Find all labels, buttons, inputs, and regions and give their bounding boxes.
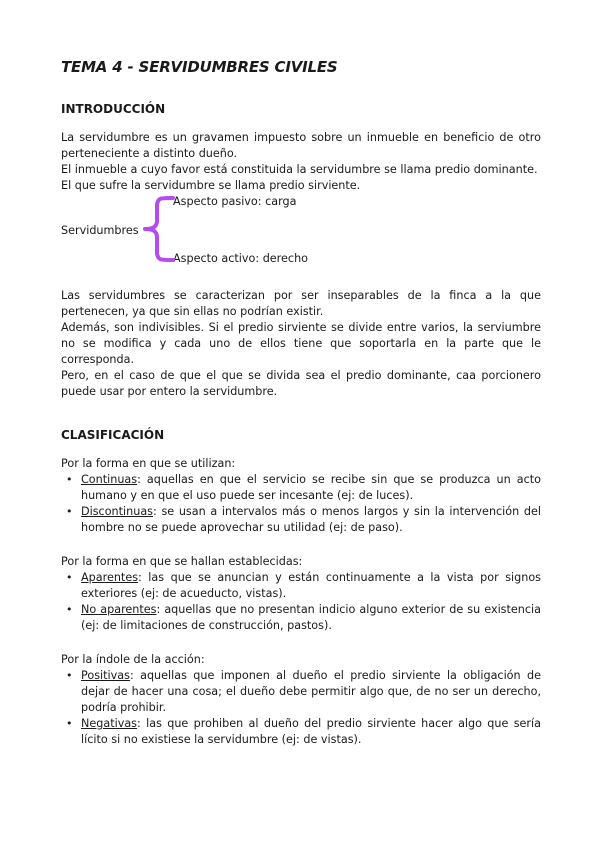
list-item-text: : aquellas que imponen al dueño el predio sirviente la obligación de dejar de hacer una cosa; el dueño debe permitir algo que, de no ser un derecho, podría prohibir. (81, 669, 541, 714)
list-item (66, 504, 541, 536)
list-item (66, 570, 541, 602)
list-item-text: : las que se anuncian y están continuamente a la vista por signos exteriores (ej: de acueducto, vistas). (81, 571, 541, 600)
bullet-icon: • (66, 571, 73, 584)
bullet-icon: • (66, 669, 73, 682)
document-page (61, 58, 541, 748)
intro-paragraph: Las servidumbres se caracterizan por ser inseparables de la finca a la que pertenecen, ya que sin ellas no podrían existir. (61, 289, 541, 318)
intro-paragraph: El que sufre la servidumbre se llama predio sirviente. (61, 179, 361, 192)
bullet-icon: • (66, 717, 73, 730)
clasificacion-groups (61, 456, 541, 748)
intro-heading: INTRODUCCIÓN (61, 102, 166, 116)
diagram-top-label: Aspecto pasivo: carga (173, 195, 297, 208)
list-item-term: No aparentes (81, 603, 157, 616)
list-item (66, 668, 541, 716)
servidumbres-diagram (61, 194, 541, 274)
list-item-term: Positivas (81, 669, 130, 682)
group-intro: Por la forma en que se utilizan: (61, 457, 236, 470)
document-title: TEMA 4 - SERVIDUMBRES CIVILES (61, 58, 338, 76)
intro-paragraph: La servidumbre es un gravamen impuesto sobre un inmueble en beneficio de otro perteneciente a distinto dueño. (61, 131, 541, 160)
bullet-icon: • (66, 473, 73, 486)
list-item-text: : las que prohiben al dueño del predio sirviente hacer algo que sería lícito si no existiese la servidumbre (ej: de vistas). (81, 717, 541, 746)
list-item-term: Discontinuas (81, 505, 153, 518)
group-intro: Por la índole de la acción: (61, 653, 205, 666)
diagram-root-label: Servidumbres (61, 224, 139, 237)
list-item-text: : se usan a intervalos más o menos largos y sin la intervención del hombre no se puede aprovechar su utilidad (ej: de paso). (81, 505, 541, 534)
group-list (61, 570, 541, 634)
list-item-term: Negativas (81, 717, 138, 730)
list-item (66, 472, 541, 504)
bullet-icon: • (66, 603, 73, 616)
list-item-term: Continuas (81, 473, 138, 486)
list-item-term: Aparentes (81, 571, 139, 584)
curly-bracket-icon (143, 194, 177, 264)
group-list (61, 668, 541, 748)
diagram-bottom-label: Aspecto activo: derecho (173, 252, 309, 265)
list-item-text: : aquellas que no presentan indicio alguno exterior de su existencia (ej: de limitaciones de construcción, pastos). (81, 603, 541, 632)
clasificacion-heading: CLASIFICACIÓN (61, 428, 165, 442)
list-item (66, 716, 541, 748)
bullet-icon: • (66, 505, 73, 518)
list-item (66, 602, 541, 634)
list-item-text: : aquellas en que el servicio se recibe sin que se produzca un acto humano y en que el uso puede ser incesante (ej: de luces). (81, 473, 541, 502)
group-list (61, 472, 541, 536)
intro-paragraph: El inmueble a cuyo favor está constituida la servidumbre se llama predio dominante. (61, 163, 538, 176)
intro-paragraph: Además, son indivisibles. Si el predio sirviente se divide entre varios, la serviumbre no se modifica y cada uno de ellos tiene que soportarla en la parte que le corresponda. (61, 321, 541, 366)
group-intro: Por la forma en que se hallan establecidas: (61, 555, 303, 568)
intro-paragraph: Pero, en el caso de que el que se divida sea el predio dominante, caa porcionero puede usar por entero la servidumbre. (61, 369, 541, 398)
